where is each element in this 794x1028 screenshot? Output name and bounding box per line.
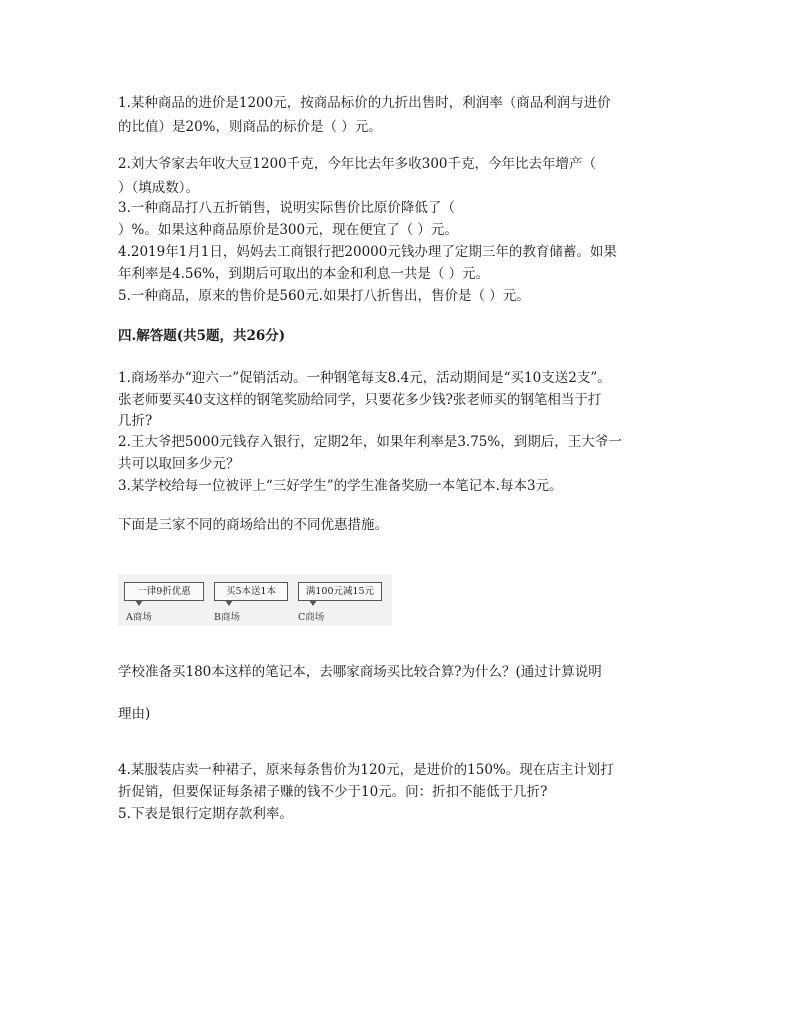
- answer-q5-line1: 5.下表是银行定期存款利率。: [118, 806, 293, 822]
- store-b-offer-bubble: 买5本送1本: [214, 582, 288, 601]
- answer-q4-line1: 4.某服装店卖一种裙子，原来每条售价为120元，是进价的150%。现在店主计划打: [118, 762, 614, 778]
- answer-q3-line2: 下面是三家不同的商场给出的不同优惠措施。: [118, 517, 388, 533]
- answer-q3-line4: 理由): [118, 706, 151, 722]
- store-a-label: A商场: [126, 612, 152, 623]
- fill-blank-q4-line1: 4.2019年1月1日，妈妈去工商银行把20000元钱办理了定期三年的教育储蓄。如果: [118, 244, 617, 260]
- fill-blank-q5-line1: 5.一种商品，原来的售价是560元.如果打八折售出，售价是（ ）元。: [118, 288, 530, 304]
- section-heading: 四.解答题(共5题，共26分): [118, 328, 286, 344]
- answer-q4-line2: 折促销，但要保证每条裙子赚的钱不少于10元。问：折扣不能低于几折?: [118, 784, 548, 800]
- store-b-label: B商场: [214, 612, 240, 623]
- store-c-label: C商场: [298, 612, 325, 623]
- answer-q3-line3: 学校准备买180本这样的笔记本，去哪家商场买比较合算?为什么？(通过计算说明: [118, 664, 602, 680]
- answer-q1-line3: 几折?: [118, 413, 153, 429]
- store-a-offer-bubble: 一律9折优惠: [124, 582, 204, 601]
- store-c-offer-bubble: 满100元减15元: [298, 582, 382, 601]
- fill-blank-q1-line2: 的比值）是20%，则商品的标价是（ ）元。: [118, 119, 382, 135]
- answer-q2-line2: 共可以取回多少元？: [118, 456, 240, 472]
- fill-blank-q2-line1: 2.刘大爷家去年收大豆1200千克，今年比去年多收300千克，今年比去年增产（: [118, 156, 597, 172]
- fill-blank-q4-line2: 年利率是4.56%，到期后可取出的本金和利息一共是（ ）元。: [118, 266, 490, 282]
- fill-blank-q2-line2: ）（填成数）。: [118, 180, 199, 196]
- answer-q1-line2: 张老师要买40支这样的钢笔奖励给同学，只要花多少钱?张老师买的钢笔相当于打: [118, 392, 602, 408]
- store-offers-figure: [118, 574, 392, 626]
- fill-blank-q3-line2: ）%。如果这种商品原价是300元，现在便宜了（ ）元。: [118, 222, 458, 238]
- answer-q1-line1: 1.商场举办“迎六一”促销活动。一种钢笔每支8.4元，活动期间是“买10支送2支”。: [118, 370, 611, 386]
- fill-blank-q1-line1: 1.某种商品的进价是1200元，按商品标价的九折出售时，利润率（商品利润与进价: [118, 95, 611, 111]
- answer-q2-line1: 2.王大爷把5000元钱存入银行，定期2年，如果年利率是3.75%，到期后，王大爷一: [118, 434, 622, 450]
- fill-blank-q3-line1: 3.一种商品打八五折销售，说明实际售价比原价降低了（: [118, 200, 455, 216]
- answer-q3-line1: 3.某学校给每一位被评上“三好学生”的学生准备奖励一本笔记本.每本3元。: [118, 478, 563, 494]
